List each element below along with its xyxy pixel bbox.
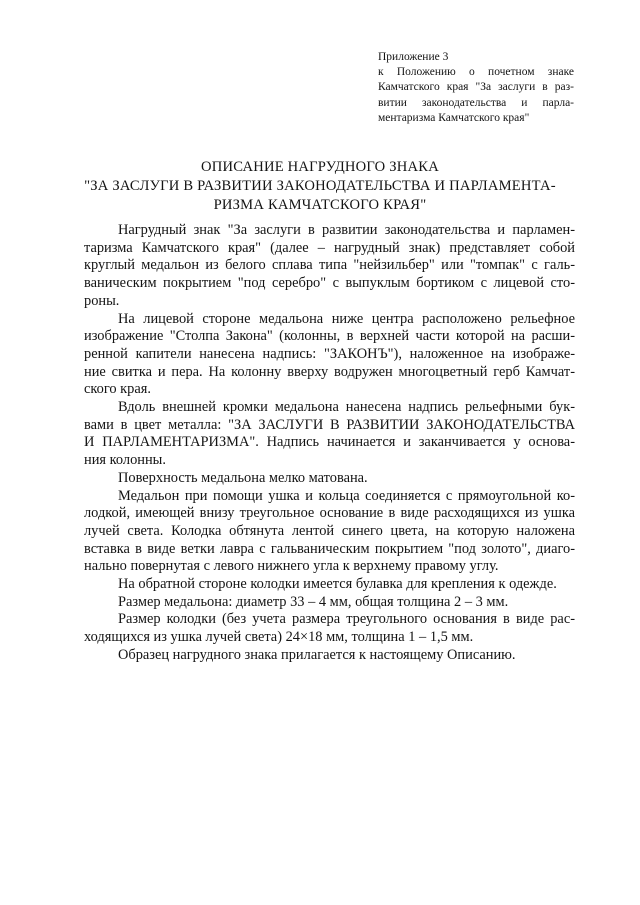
body-line: круглый медальон из белого сплава типа "нейзильбер" или "томпак" с галь- [84,257,575,274]
body-line: ние свитка и пера. На колонну вверху водружен многоцветный герб Камчат- [84,363,575,380]
appendix-line: к Положению о почетном знаке [378,66,574,79]
title-line: "ЗА ЗАСЛУГИ В РАЗВИТИИ ЗАКОНОДАТЕЛЬСТВА И ПАРЛАМЕНТА- [84,178,556,194]
title-line: РИЗМА КАМЧАТСКОГО КРАЯ" [213,197,427,213]
body-line: ренной капители нанесена надпись: "ЗАКОНЪ"), наложенное на изображе- [84,345,575,362]
appendix-line: ментаризма Камчатского края" [378,111,530,124]
appendix-line: Приложение 3 [378,51,449,63]
body-line: Образец нагрудного знака прилагается к настоящему Описанию. [118,646,516,663]
body-line: лучей света. Колодка обтянута лентой синего цвета, на которую наложена [84,522,575,539]
appendix-line: Камчатского края "За заслуги в раз- [378,81,574,94]
body-line: ваническим покрытием "под серебро" с выпуклым бортиком с лицевой сто- [84,275,575,292]
body-line: ского края. [84,381,151,398]
document-body [84,222,575,665]
body-line: ходящихся из ушка лучей света) 24×18 мм, толщина 1 – 1,5 мм. [84,629,474,646]
body-line: Размер медальона: диаметр 33 – 4 мм, общая толщина 2 – 3 мм. [118,593,509,610]
appendix-header [378,50,574,126]
body-line: изображение "Столпа Закона" (колонны, в верхней части которой на расши- [84,328,575,345]
body-line: вами в цвет металла: "ЗА ЗАСЛУГИ В РАЗВИТИИ ЗАКОНОДАТЕЛЬСТВА [84,416,575,433]
body-line: Нагрудный знак "За заслуги в развитии законодательства и парламен- [118,222,575,238]
body-line: На лицевой стороне медальона ниже центра расположено рельефное [118,310,575,327]
body-line: На обратной стороне колодки имеется булавка для крепления к одежде. [118,576,557,593]
body-line: Вдоль внешней кромки медальона нанесена надпись рельефными бук- [118,399,575,416]
body-line: ния колонны. [84,452,166,469]
body-line: нально повернутая с левого нижнего угла к верхнему правому углу. [84,558,499,575]
body-line: роны. [84,292,120,309]
body-line: таризма Камчатского края" (далее – нагрудный знак) представляет собой [84,239,575,256]
body-line: Размер колодки (без учета размера треугольного основания в виде рас- [118,611,575,628]
title-line: ОПИСАНИЕ НАГРУДНОГО ЗНАКА [201,159,439,175]
body-line: вставка в виде ветки лавра с гальваническим покрытием "под золото", диаго- [84,540,575,557]
appendix-line: витии законодательства и парла- [378,96,574,109]
body-line: лодкой, имеющей внизу треугольное основание в виде расходящихся из ушка [84,505,575,522]
body-line: Медальон при помощи ушка и кольца соединяется с прямоугольной ко- [118,487,575,504]
body-line: Поверхность медальона мелко матована. [118,469,368,486]
body-line: И ПАРЛАМЕНТАРИЗМА". Надпись начинается и заканчивается у основа- [84,434,575,451]
document-title [70,158,570,215]
